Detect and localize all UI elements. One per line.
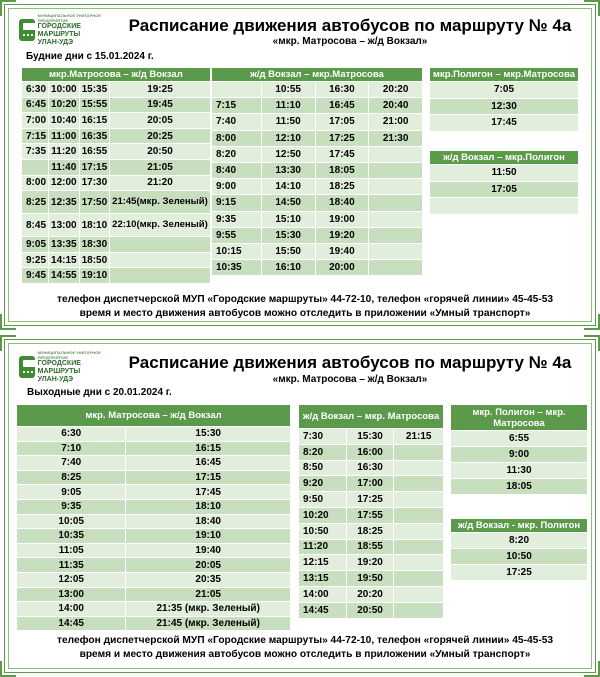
- schedule-table-matrosova-vokzal: [16, 404, 291, 631]
- table-row: [299, 507, 444, 523]
- frame-corner: [584, 335, 600, 351]
- table-row: [22, 144, 211, 160]
- time-cell: 17:05: [430, 181, 579, 198]
- time-cell: 7:10: [17, 441, 126, 456]
- time-cell: 21:00: [369, 114, 423, 130]
- time-cell: 17:45: [126, 485, 291, 500]
- time-cell: 14:15: [49, 252, 80, 268]
- table-row: [17, 543, 291, 558]
- time-cell: 18:05: [451, 479, 588, 495]
- table-row: [17, 470, 291, 485]
- time-cell: 19:50: [346, 571, 394, 587]
- time-cell: 21:05: [110, 159, 211, 175]
- time-cell: 11:20: [49, 144, 80, 160]
- time-cell: 17:25: [315, 130, 369, 146]
- time-cell: 12:30: [430, 98, 579, 115]
- time-cell: [394, 586, 444, 602]
- time-cell: 9:00: [451, 447, 588, 463]
- time-cell: 13:00: [49, 214, 80, 237]
- time-cell: [110, 252, 211, 268]
- time-cell: 14:00: [17, 602, 126, 617]
- time-cell: [369, 179, 423, 195]
- time-cell: 8:00: [212, 130, 262, 146]
- table-row: [17, 616, 291, 631]
- company-logo: МУНИЦИПАЛЬНОЕ УНИТАРНОЕ ПРЕДПРИЯТИЕ ГОРОДСКИЕ МАРШРУТЫ УЛАН-УДЭ: [19, 13, 105, 47]
- time-cell: 20:50: [346, 602, 394, 618]
- time-cell: 14:45: [17, 616, 126, 631]
- time-cell: 14:50: [261, 195, 315, 211]
- time-cell: 13:35: [49, 237, 80, 253]
- schedule-table-vokzal-poligon: [429, 150, 579, 215]
- table-row: [22, 97, 211, 113]
- table-row: [299, 571, 444, 587]
- time-cell: 20:00: [315, 260, 369, 276]
- table-row: [17, 529, 291, 544]
- time-cell: [394, 571, 444, 587]
- table-row: [299, 555, 444, 571]
- table-header: ж/д Вокзал – мкр.Матросова: [212, 68, 423, 82]
- table-row: [299, 539, 444, 555]
- time-cell: 20:20: [369, 82, 423, 98]
- time-cell: 17:00: [346, 476, 394, 492]
- time-cell: 16:55: [79, 144, 110, 160]
- schedule-table-poligon-matrosova: [429, 67, 579, 132]
- frame-corner: [0, 314, 16, 330]
- time-cell: 21:05: [126, 587, 291, 602]
- table-row: [17, 499, 291, 514]
- day-label: Выходные дни с 20.01.2024 г.: [27, 387, 172, 398]
- time-cell: [394, 444, 444, 460]
- page-title: Расписание движения автобусов по маршруту № 4а: [128, 353, 572, 372]
- table-row: [430, 198, 579, 215]
- time-cell: 8:50: [299, 460, 347, 476]
- schedule-table-matrosova-vokzal: [21, 67, 211, 284]
- time-cell: 19:20: [346, 555, 394, 571]
- time-cell: 8:45: [22, 214, 49, 237]
- time-cell: 15:30: [126, 427, 291, 442]
- time-cell: 16:15: [79, 113, 110, 129]
- time-cell: 18:05: [315, 162, 369, 178]
- table-row: [17, 572, 291, 587]
- time-cell: [394, 523, 444, 539]
- time-cell: 16:15: [126, 441, 291, 456]
- time-cell: 6:45: [22, 97, 49, 113]
- route-subtitle: «мкр. Матросова – ж/д Вокзал»: [272, 374, 428, 385]
- time-cell: 15:10: [261, 211, 315, 227]
- time-cell: 9:00: [212, 179, 262, 195]
- time-cell: 19:20: [315, 227, 369, 243]
- time-cell: 8:25: [17, 470, 126, 485]
- table-row: [212, 130, 423, 146]
- time-cell: 16:00: [346, 444, 394, 460]
- table-header: мкр. Полигон – мкр. Матросова: [451, 405, 588, 431]
- table-row: [17, 441, 291, 456]
- time-cell: 7:30: [299, 429, 347, 445]
- time-cell: 10:35: [212, 260, 262, 276]
- table-row: [212, 211, 423, 227]
- time-cell: [212, 82, 262, 98]
- table-header: мкр.Матросова – ж/д Вокзал: [22, 68, 211, 82]
- time-cell: 7:40: [212, 114, 262, 130]
- time-cell: 8:00: [22, 175, 49, 191]
- table-row: [299, 523, 444, 539]
- time-cell: 14:10: [261, 179, 315, 195]
- schedule-table-vokzal-poligon: [450, 518, 588, 581]
- table-row: [22, 237, 211, 253]
- time-cell: 9:20: [299, 476, 347, 492]
- table-row: [451, 463, 588, 479]
- time-cell: 8:20: [299, 444, 347, 460]
- table-row: [299, 429, 444, 445]
- time-cell: 9:35: [212, 211, 262, 227]
- time-cell: 20:40: [369, 98, 423, 114]
- time-cell: 7:05: [430, 82, 579, 99]
- time-cell: [394, 555, 444, 571]
- time-cell: 19:10: [79, 268, 110, 284]
- bus-icon: [19, 356, 35, 378]
- time-cell: 21:15: [394, 429, 444, 445]
- time-cell: [110, 237, 211, 253]
- table-row: [17, 485, 291, 500]
- time-cell: [369, 260, 423, 276]
- time-cell: 19:10: [126, 529, 291, 544]
- table-row: [212, 179, 423, 195]
- table-header: ж/д Вокзал – мкр. Матросова: [299, 405, 444, 429]
- frame-corner: [0, 335, 16, 351]
- table-row: [22, 159, 211, 175]
- time-cell: 21:20: [110, 175, 211, 191]
- time-cell: 9:35: [17, 499, 126, 514]
- time-cell: 16:45: [315, 98, 369, 114]
- frame-corner: [584, 0, 600, 16]
- time-cell: 12:05: [17, 572, 126, 587]
- table-row: [212, 98, 423, 114]
- table-row: [22, 82, 211, 98]
- table-row: [17, 558, 291, 573]
- table-row: [17, 602, 291, 617]
- route-subtitle: «мкр. Матросова – ж/д Вокзал»: [272, 36, 428, 47]
- table-row: [430, 165, 579, 182]
- time-cell: 10:50: [299, 523, 347, 539]
- time-cell: 17:25: [451, 565, 588, 581]
- footer-app-note: время и место движения автобусов можно отследить в приложении «Умный транспорт»: [79, 649, 531, 660]
- time-cell: 10:20: [49, 97, 80, 113]
- time-cell: 16:35: [79, 128, 110, 144]
- time-cell: 14:45: [299, 602, 347, 618]
- time-cell: 12:35: [49, 191, 80, 214]
- time-cell: 12:15: [299, 555, 347, 571]
- footer-app-note: время и место движения автобусов можно отследить в приложении «Умный транспорт»: [79, 308, 531, 319]
- time-cell: 15:30: [346, 429, 394, 445]
- time-cell: 15:35: [79, 82, 110, 98]
- time-cell: 16:45: [126, 456, 291, 471]
- time-cell: 10:00: [49, 82, 80, 98]
- time-cell: 18:10: [79, 214, 110, 237]
- table-row: [299, 602, 444, 618]
- table-row: [212, 146, 423, 162]
- table-row: [17, 456, 291, 471]
- table-row: [299, 460, 444, 476]
- time-cell: 18:55: [346, 539, 394, 555]
- time-cell: 8:25: [22, 191, 49, 214]
- time-cell: 7:15: [212, 98, 262, 114]
- time-cell: 17:45: [430, 115, 579, 132]
- time-cell: 20:50: [110, 144, 211, 160]
- time-cell: 7:15: [22, 128, 49, 144]
- table-header: мкр. Матросова – ж/д Вокзал: [17, 405, 291, 427]
- time-cell: 9:05: [22, 237, 49, 253]
- schedule-table-vokzal-matrosova: [298, 404, 444, 619]
- time-cell: 13:00: [17, 587, 126, 602]
- time-cell: [394, 476, 444, 492]
- time-cell: 10:20: [299, 507, 347, 523]
- time-cell: 17:30: [79, 175, 110, 191]
- footer-phones: телефон диспетчерской МУП «Городские маршруты» 44-72-10, телефон «горячей линии» 45-45-53: [56, 294, 554, 305]
- table-row: [22, 113, 211, 129]
- table-row: [299, 444, 444, 460]
- table-header: мкр.Полигон – мкр.Матросова: [430, 68, 579, 82]
- table-row: [17, 427, 291, 442]
- time-cell: 12:00: [49, 175, 80, 191]
- time-cell: 19:40: [126, 543, 291, 558]
- time-cell: 9:15: [212, 195, 262, 211]
- time-cell: 11:50: [430, 165, 579, 182]
- time-cell: 18:25: [346, 523, 394, 539]
- frame-corner: [584, 661, 600, 677]
- time-cell: 17:15: [126, 470, 291, 485]
- table-row: [451, 533, 588, 549]
- time-cell: 15:30: [261, 227, 315, 243]
- table-row: [22, 191, 211, 214]
- schedule-table-poligon-matrosova: [450, 404, 588, 495]
- time-cell: 21:45(мкр. Зеленый): [110, 191, 211, 214]
- time-cell: [430, 198, 579, 215]
- time-cell: 17:15: [79, 159, 110, 175]
- table-row: [17, 514, 291, 529]
- time-cell: 19:40: [315, 243, 369, 259]
- frame-corner: [0, 0, 16, 16]
- time-cell: 18:10: [126, 499, 291, 514]
- time-cell: [394, 492, 444, 508]
- time-cell: [369, 162, 423, 178]
- time-cell: [369, 195, 423, 211]
- time-cell: 14:55: [49, 268, 80, 284]
- time-cell: 17:55: [346, 507, 394, 523]
- time-cell: 18:40: [126, 514, 291, 529]
- weekend-schedule-panel: [4, 339, 596, 673]
- time-cell: 8:20: [212, 146, 262, 162]
- time-cell: 21:45 (мкр. Зеленый): [126, 616, 291, 631]
- time-cell: 8:40: [212, 162, 262, 178]
- time-cell: 14:00: [299, 586, 347, 602]
- schedule-table-vokzal-matrosova: [211, 67, 423, 276]
- time-cell: 21:35 (мкр. Зеленый): [126, 602, 291, 617]
- time-cell: 10:40: [49, 113, 80, 129]
- table-header: ж/д Вокзал – мкр.Полигон: [430, 151, 579, 165]
- table-row: [212, 243, 423, 259]
- table-row: [212, 82, 423, 98]
- table-row: [212, 260, 423, 276]
- time-cell: [369, 146, 423, 162]
- time-cell: 18:25: [315, 179, 369, 195]
- time-cell: [22, 159, 49, 175]
- table-header: ж/д Вокзал - мкр. Полигон: [451, 519, 588, 533]
- time-cell: 17:45: [315, 146, 369, 162]
- table-row: [299, 492, 444, 508]
- page-title: Расписание движения автобусов по маршруту № 4а: [128, 16, 572, 35]
- time-cell: 20:05: [126, 558, 291, 573]
- time-cell: 9:25: [22, 252, 49, 268]
- time-cell: 17:05: [315, 114, 369, 130]
- time-cell: 9:50: [299, 492, 347, 508]
- time-cell: 7:00: [22, 113, 49, 129]
- time-cell: [369, 243, 423, 259]
- time-cell: 20:20: [346, 586, 394, 602]
- time-cell: 10:15: [212, 243, 262, 259]
- table-row: [22, 128, 211, 144]
- time-cell: 11:50: [261, 114, 315, 130]
- time-cell: 20:35: [126, 572, 291, 587]
- time-cell: 8:20: [451, 533, 588, 549]
- table-row: [22, 268, 211, 284]
- time-cell: 21:30: [369, 130, 423, 146]
- table-row: [22, 175, 211, 191]
- time-cell: 6:30: [17, 427, 126, 442]
- time-cell: [110, 268, 211, 284]
- table-row: [451, 431, 588, 447]
- time-cell: 18:50: [79, 252, 110, 268]
- table-row: [451, 447, 588, 463]
- time-cell: 15:50: [261, 243, 315, 259]
- time-cell: 11:20: [299, 539, 347, 555]
- time-cell: 6:55: [451, 431, 588, 447]
- time-cell: 18:30: [79, 237, 110, 253]
- time-cell: 16:10: [261, 260, 315, 276]
- table-row: [430, 82, 579, 99]
- frame-corner: [0, 661, 16, 677]
- time-cell: 12:10: [261, 130, 315, 146]
- time-cell: 13:30: [261, 162, 315, 178]
- weekday-schedule-panel: [4, 4, 596, 326]
- time-cell: 10:05: [17, 514, 126, 529]
- time-cell: 15:55: [79, 97, 110, 113]
- time-cell: 22:10(мкр. Зеленый): [110, 214, 211, 237]
- time-cell: 10:55: [261, 82, 315, 98]
- time-cell: 16:30: [346, 460, 394, 476]
- time-cell: 19:25: [110, 82, 211, 98]
- time-cell: 7:35: [22, 144, 49, 160]
- time-cell: [394, 507, 444, 523]
- table-row: [212, 114, 423, 130]
- time-cell: 9:05: [17, 485, 126, 500]
- time-cell: 11:05: [17, 543, 126, 558]
- time-cell: [369, 211, 423, 227]
- time-cell: 10:50: [451, 549, 588, 565]
- time-cell: 19:45: [110, 97, 211, 113]
- time-cell: 9:55: [212, 227, 262, 243]
- time-cell: [394, 460, 444, 476]
- time-cell: [394, 602, 444, 618]
- table-row: [451, 549, 588, 565]
- time-cell: 11:30: [451, 463, 588, 479]
- time-cell: 6:30: [22, 82, 49, 98]
- time-cell: 7:40: [17, 456, 126, 471]
- time-cell: 11:00: [49, 128, 80, 144]
- day-label: Будние дни с 15.01.2024 г.: [26, 51, 154, 62]
- time-cell: [394, 539, 444, 555]
- table-row: [430, 98, 579, 115]
- table-row: [299, 586, 444, 602]
- table-row: [212, 195, 423, 211]
- table-row: [22, 252, 211, 268]
- time-cell: 20:05: [110, 113, 211, 129]
- time-cell: 11:35: [17, 558, 126, 573]
- bus-icon: [19, 19, 35, 41]
- table-row: [430, 181, 579, 198]
- time-cell: 17:50: [79, 191, 110, 214]
- time-cell: 12:50: [261, 146, 315, 162]
- time-cell: 18:40: [315, 195, 369, 211]
- table-row: [299, 476, 444, 492]
- table-row: [17, 587, 291, 602]
- table-row: [451, 479, 588, 495]
- company-logo: МУНИЦИПАЛЬНОЕ УНИТАРНОЕ ПРЕДПРИЯТИЕ ГОРОДСКИЕ МАРШРУТЫ УЛАН-УДЭ: [19, 350, 105, 384]
- time-cell: 17:25: [346, 492, 394, 508]
- time-cell: 19:00: [315, 211, 369, 227]
- table-row: [430, 115, 579, 132]
- table-row: [212, 227, 423, 243]
- time-cell: 13:15: [299, 571, 347, 587]
- table-row: [22, 214, 211, 237]
- time-cell: 16:30: [315, 82, 369, 98]
- time-cell: 10:35: [17, 529, 126, 544]
- table-row: [212, 162, 423, 178]
- time-cell: 11:40: [49, 159, 80, 175]
- table-row: [451, 565, 588, 581]
- time-cell: [369, 227, 423, 243]
- time-cell: 11:10: [261, 98, 315, 114]
- time-cell: 9:45: [22, 268, 49, 284]
- time-cell: 20:25: [110, 128, 211, 144]
- footer-phones: телефон диспетчерской МУП «Городские маршруты» 44-72-10, телефон «горячей линии» 45-45-53: [56, 635, 554, 646]
